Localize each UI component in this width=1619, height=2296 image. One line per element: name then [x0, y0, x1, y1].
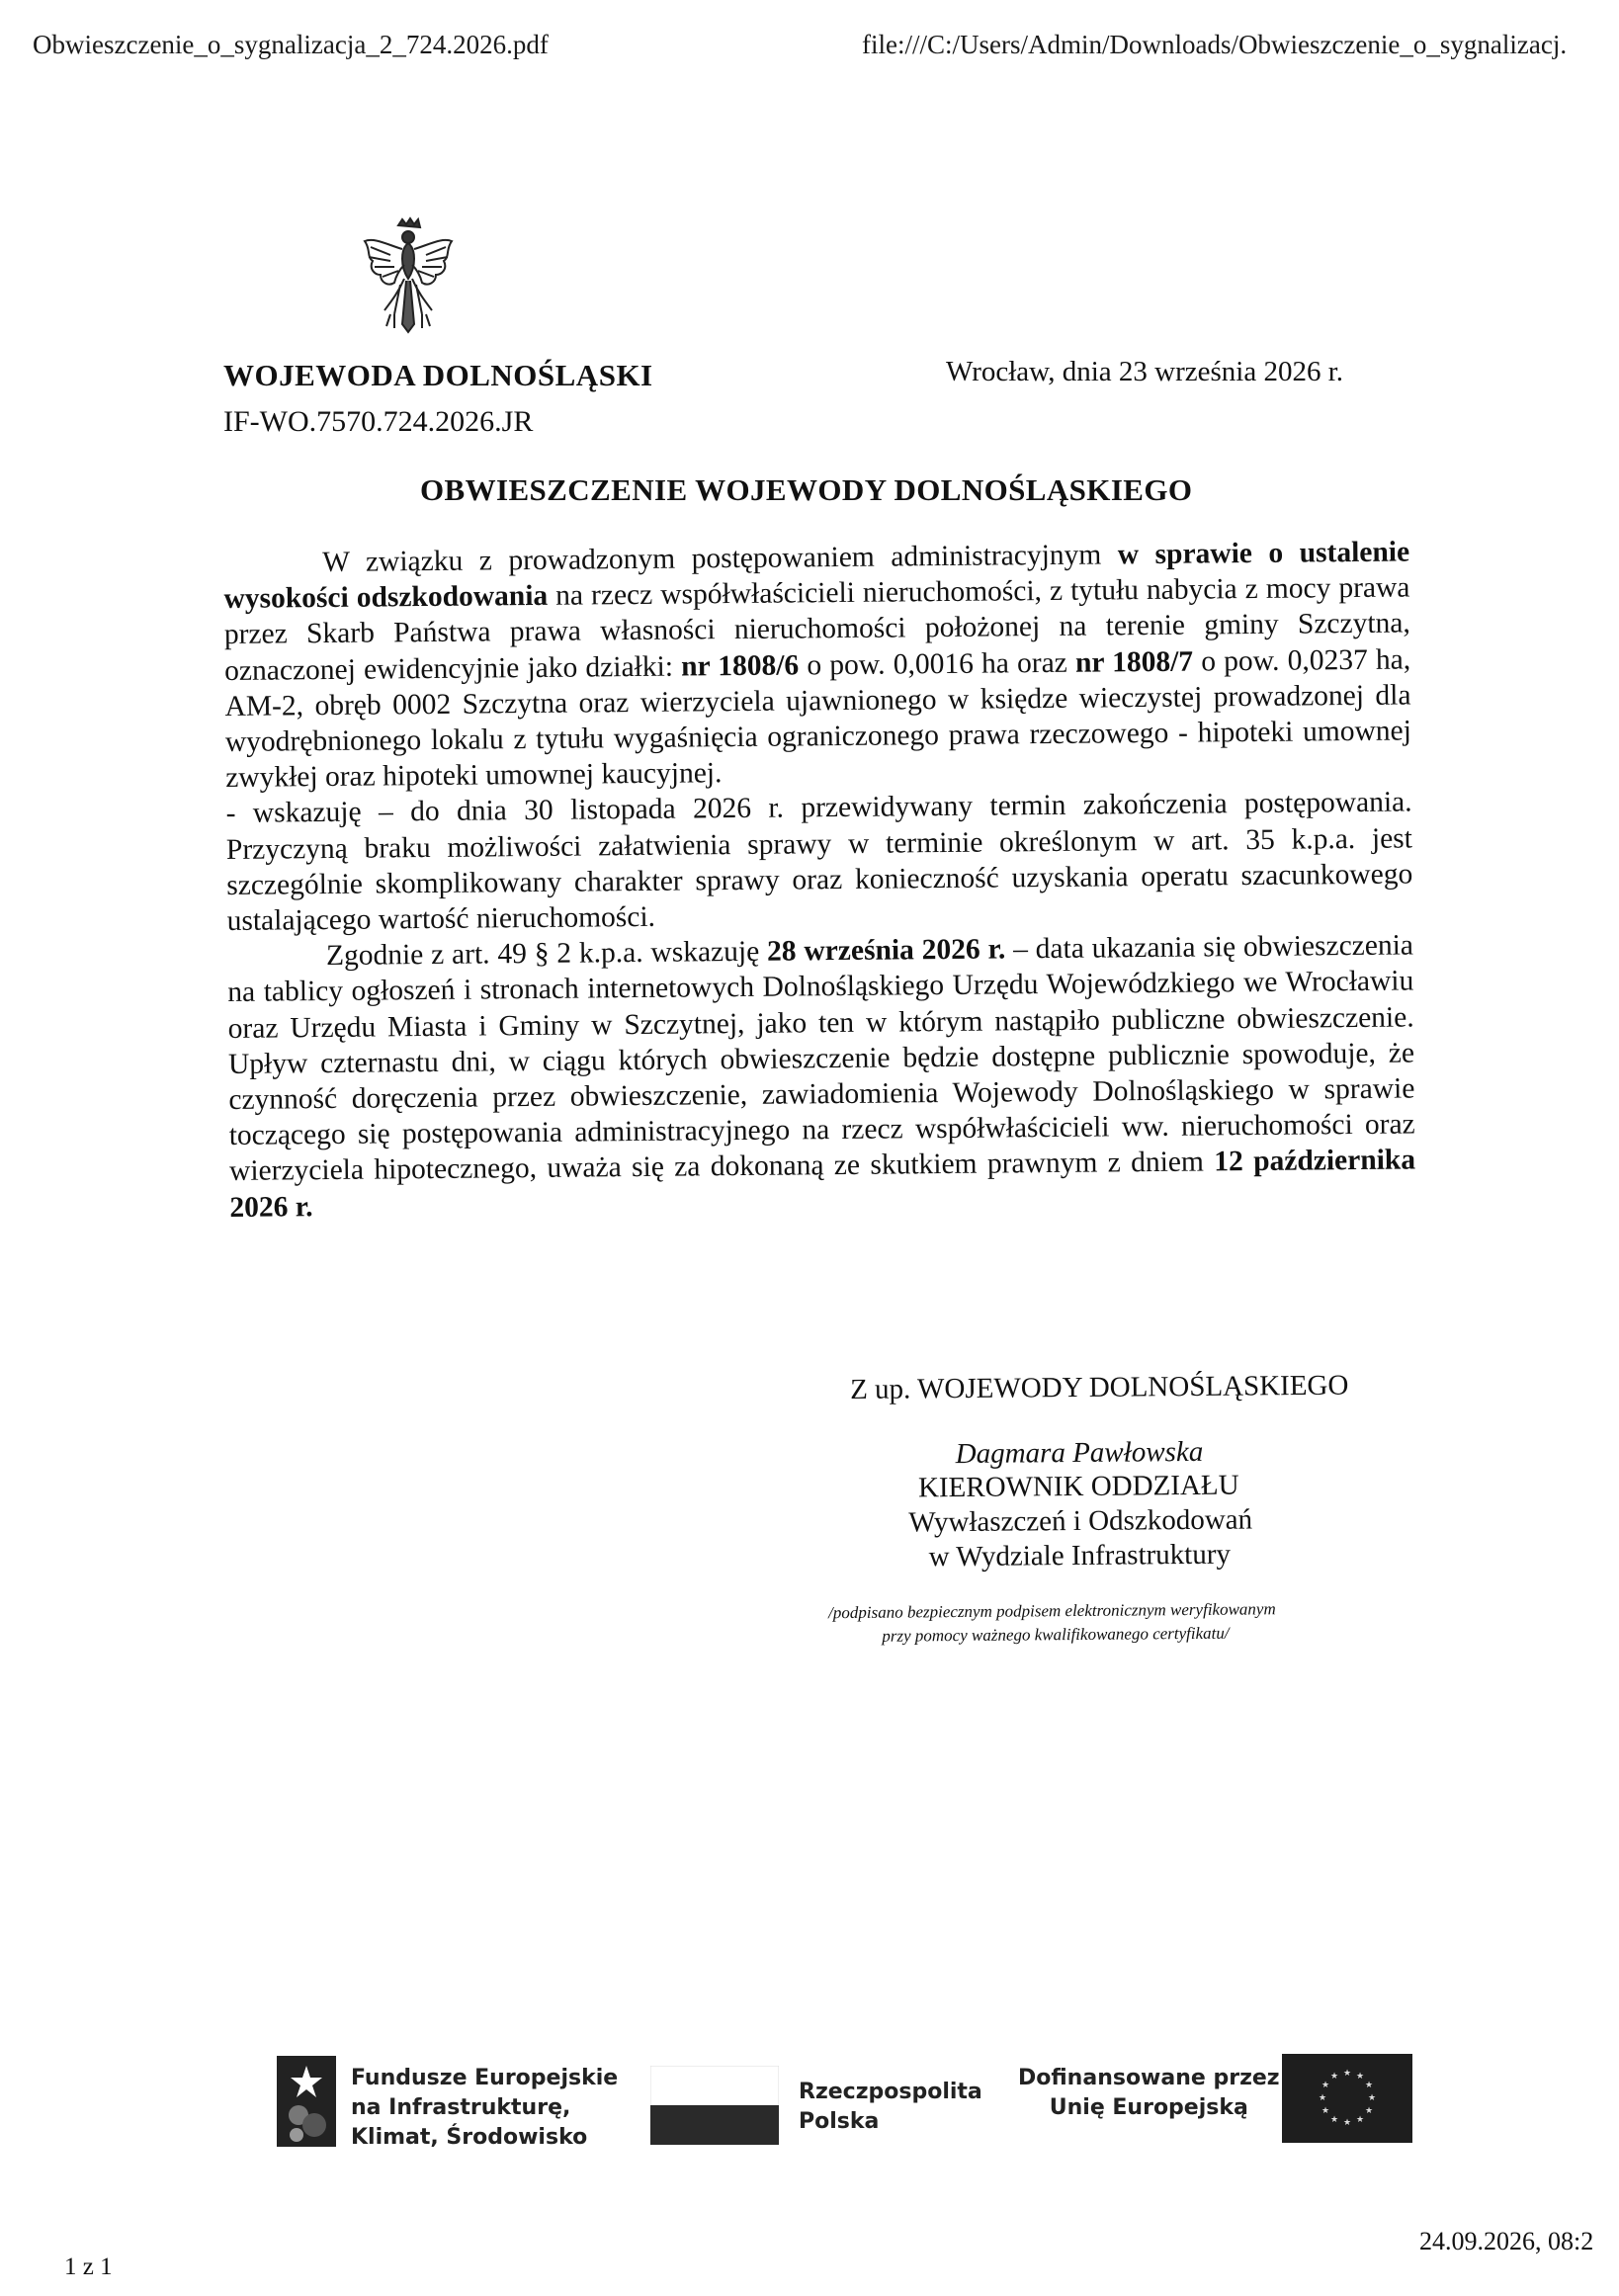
svg-text:★: ★: [1367, 2093, 1377, 2103]
svg-text:★: ★: [1329, 2072, 1339, 2082]
polish-flag-icon: [650, 2066, 779, 2145]
para1-text-c: na rzecz współwłaścicieli nieruchomości, z tytułu nabycia z mocy prawa przez Skarb Państwa prawa własności nieruchomości położonej na terenie gminy Szczytna, oznaczonej ewidencyjnie jako działki:: [223, 571, 1410, 687]
document-body: [223, 534, 1416, 1225]
european-funds-logo-icon: [277, 2056, 336, 2147]
file-url: file:///C:/Users/Admin/Downloads/Obwieszczenie_o_sygnalizacj.: [862, 30, 1568, 59]
para1-text-a: W związku z prowadzonym postępowaniem administracyjnym: [322, 539, 1118, 579]
eu-line-2: Unię Europejską: [1049, 2095, 1248, 2120]
eu-flag-icon: [1282, 2054, 1412, 2143]
print-timestamp: 24.09.2026, 08:2: [1419, 2227, 1594, 2255]
european-funds-label: [351, 2064, 618, 2153]
parcel-number-2: nr 1808/7: [1074, 645, 1194, 679]
svg-text:★: ★: [1364, 2106, 1374, 2116]
fe-line-3: Klimat, Środowisko: [351, 2125, 588, 2150]
case-signature: IF-WO.7570.724.2026.JR: [223, 405, 534, 438]
svg-text:★: ★: [1355, 2115, 1365, 2125]
svg-text:★: ★: [1321, 2106, 1330, 2116]
svg-text:★: ★: [1342, 2118, 1352, 2128]
effective-date: 12 października 2026 r.: [229, 1144, 1416, 1224]
date-line: Wrocław, dnia 23 września 2026 r.: [946, 356, 1344, 387]
signatory-unit-2: w Wydziale Infrastruktury: [928, 1538, 1232, 1573]
para3-text-a: Zgodnie z art. 49 § 2 k.p.a. wskazuję: [325, 935, 768, 973]
para3-text-c: – data ukazania się obwieszczenia na tablicy ogłoszeń i stronach internetowych Dolnośląskiego Urzędu Wojewódzkiego we Wrocławiu oraz Urzędu Miasta i Gminy w Szczytnej, jako ten w którym nastąpiło publiczne obwieszczenie. Upływ czternastu dni, w ciągu których obwieszczenie będzie dostępne publicznie spowoduje, że czynność doręczenia przez obwieszczenie, zawiadomienia Wojewody Dolnośląskiego w sprawie toczącego się postępowania administracyjnego na rzecz współwłaścicieli ww. nieruchomości oraz wierzyciela hipotecznego, uważa się za dokonaną ze skutkiem prawnym z dniem: [227, 929, 1415, 1188]
signatory-unit-1: Wywłaszczeń i Odszkodowań: [908, 1503, 1253, 1539]
paragraph-1: [223, 534, 1411, 796]
publication-date: 28 września 2026 r.: [766, 933, 1006, 968]
parcel-number-1: nr 1808/6: [680, 649, 800, 683]
para1-bold-subject: w sprawie o ustalenie wysokości odszkodowania: [223, 536, 1410, 616]
svg-text:★: ★: [1329, 2115, 1339, 2125]
svg-text:★: ★: [1355, 2072, 1365, 2082]
rp-line-1: Rzeczpospolita: [799, 2080, 982, 2104]
signatory-position: KIEROWNIK ODDZIAŁU: [917, 1469, 1239, 1504]
svg-text:★: ★: [1321, 2081, 1330, 2090]
page-counter: 1 z 1: [64, 2253, 113, 2280]
eu-line-1: Dofinansowane przez: [1018, 2066, 1280, 2090]
polish-eagle-emblem-icon: [361, 215, 456, 336]
fe-line-1: Fundusze Europejskie: [351, 2066, 619, 2090]
document-title: OBWIESZCZENIE WOJEWODY DOLNOŚLĄSKIEGO: [420, 472, 1193, 507]
fe-line-2: na Infrastrukturę,: [351, 2095, 571, 2120]
e-signature-note-2: przy pomocy ważnego kwalifikowanego certyfikatu/: [882, 1623, 1230, 1646]
republic-of-poland-label: [799, 2078, 982, 2137]
eu-cofunded-label: [1018, 2064, 1280, 2123]
svg-text:★: ★: [1342, 2069, 1352, 2079]
paragraph-2: - wskazuję – do dnia 30 listopada 2026 r. przewidywany termin zakończenia postępowania. Przyczyną braku możliwości załatwienia sprawy w terminie określonym w art. 35 k.p.a. jest szczególnie skomplikowany charakter sprawy oraz konieczność uzyskania operatu szacunkowego ustalającego wartość nieruchomości.: [225, 786, 1413, 938]
svg-text:★: ★: [1318, 2093, 1327, 2103]
svg-text:★: ★: [1364, 2081, 1374, 2090]
pdf-filename: Obwieszczenie_o_sygnalizacja_2_724.2026.pdf: [33, 30, 549, 59]
signatory-name: Dagmara Pawłowska: [955, 1435, 1204, 1471]
para1-text-e: o pow. 0,0016 ha oraz: [799, 646, 1076, 682]
on-behalf-line: Z up. WOJEWODY DOLNOŚLĄSKIEGO: [850, 1369, 1349, 1405]
issuing-authority: WOJEWODA DOLNOŚLĄSKI: [223, 358, 653, 392]
para1-text-g: o pow. 0,0237 ha, AM-2, obręb 0002 Szczytna oraz wierzyciela ujawnionego w księdze wieczystej prowadzonej dla wyodrębnionego lokalu z tytułu wygaśnięcia ograniczonego prawa rzeczowego - hipoteki umownej zwykłej oraz hipoteki umownej kaucyjnej.: [224, 643, 1412, 795]
paragraph-3: [227, 928, 1416, 1226]
rp-line-2: Polska: [799, 2109, 880, 2134]
e-signature-note-1: /podpisano bezpiecznym podpisem elektronicznym weryfikowanym: [828, 1599, 1276, 1623]
